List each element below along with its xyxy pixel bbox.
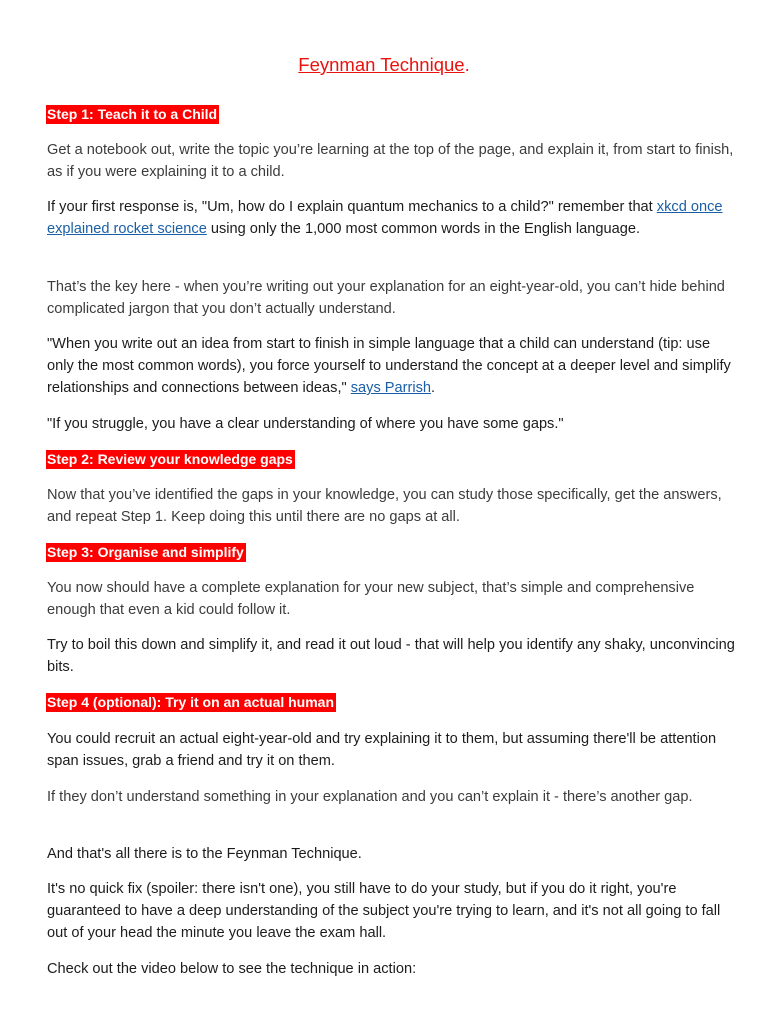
says-parrish-link[interactable]: says Parrish [350, 380, 432, 396]
paragraph-10: If they don’t understand something in your explanation and you can’t explain it - there’s another gap. [47, 789, 693, 805]
step-4-heading: Step 4 (optional): Try it on an actual human [47, 694, 335, 710]
step-2-heading: Step 2: Review your knowledge gaps [47, 451, 293, 467]
paragraph-8: Try to boil this down and simplify it, and read it out loud - that will help you identify any shaky, unconvincing bits. [47, 637, 735, 675]
paragraph-1: Get a notebook out, write the topic you’re learning at the top of the page, and explain it, from start to finish, as if you were explaining it to a child. [47, 142, 734, 180]
paragraph-2 [47, 196, 737, 240]
page-title-text: Feynman Technique [298, 54, 465, 75]
paragraph-4-before: "When you write out an idea from start to finish in simple language that a child can understand (tip: use only the most common words), you force yourself to understand the concept at a deeper level and simplify relationships and connections between ideas," [47, 336, 731, 396]
paragraph-6: Now that you’ve identified the gaps in your knowledge, you can study those specifically, get the answers, and repeat Step 1. Keep doing this until there are no gaps at all. [47, 487, 722, 525]
paragraph-3: That’s the key here - when you’re writing out your explanation for an eight-year-old, you can’t hide behind complicated jargon that you don’t actually understand. [47, 279, 725, 317]
paragraph-2-after: using only the 1,000 most common words in the English language. [206, 221, 641, 237]
page-title [0, 54, 768, 76]
step-1-heading: Step 1: Teach it to a Child [47, 106, 218, 122]
page-title-suffix: . [464, 54, 470, 75]
paragraph-11: And that's all there is to the Feynman Technique. [47, 846, 362, 862]
paragraph-5: "If you struggle, you have a clear understanding of where you have some gaps." [47, 416, 564, 432]
paragraph-13: Check out the video below to see the technique in action: [47, 961, 417, 977]
paragraph-12: It's no quick fix (spoiler: there isn't one), you still have to do your study, but if you do it right, you're guaranteed to have a deep understanding of the subject you're trying to learn, and it's not all going to fall out of your head the minute you leave the exam hall. [47, 881, 721, 941]
xkcd-link[interactable]: xkcd once explained rocket science [47, 199, 723, 237]
paragraph-7: You now should have a complete explanation for your new subject, that’s simple and comprehensive enough that even a kid could follow it. [47, 580, 695, 618]
paragraph-2-before: If your first response is, "Um, how do I explain quantum mechanics to a child?" remember that [47, 199, 657, 215]
paragraph-4-after: . [431, 380, 436, 396]
step-3-heading: Step 3: Organise and simplify [47, 544, 244, 560]
paragraph-9: You could recruit an actual eight-year-old and try explaining it to them, but assuming there'll be attention span issues, grab a friend and try it on them. [47, 731, 717, 769]
paragraph-4 [47, 333, 737, 399]
